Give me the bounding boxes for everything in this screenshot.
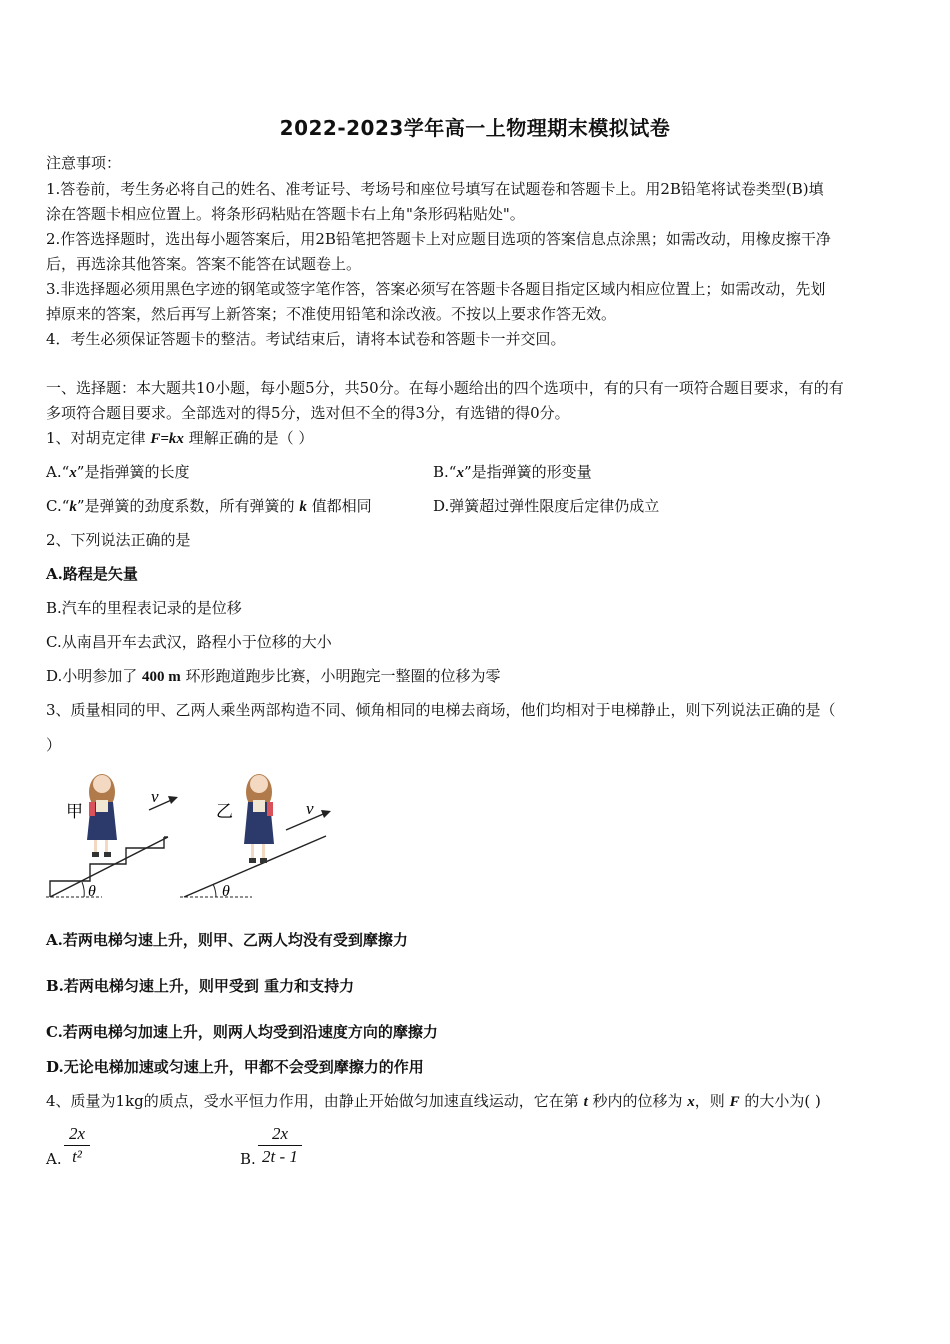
- notice-line: 3.非选择题必须用黑色字迹的钢笔或签字笔作答，答案必须写在答题卡各题目指定区域内相应位置上；如需改动，先划: [46, 280, 826, 298]
- question-4-option-b-label[interactable]: B.: [240, 1150, 256, 1168]
- question-2-option-c[interactable]: C.从南昌开车去武汉，路程小于位移的大小: [46, 633, 332, 651]
- question-3-stem: 3、质量相同的甲、乙两人乘坐两部构造不同、倾角相同的电梯去商场，他们均相对于电梯静止，则下列说法正确的是（: [46, 701, 836, 719]
- label-jia: 甲: [66, 802, 83, 821]
- question-1-option-a[interactable]: A.“x”是指弹簧的长度: [46, 463, 190, 481]
- question-1-option-c[interactable]: C.“k”是弹簧的劲度系数，所有弹簧的 k 值都相同: [46, 497, 372, 515]
- section-heading-cont: 多项符合题目要求。全部选对的得5分，选对但不全的得3分，有选错的得0分。: [46, 404, 570, 422]
- label-yi: 乙: [216, 802, 233, 821]
- notice-heading: 注意事项：: [46, 154, 122, 172]
- angle-label-right: θ: [222, 883, 230, 900]
- question-4-option-a-label[interactable]: A.: [46, 1150, 62, 1168]
- question-1-option-b[interactable]: B.“x”是指弹簧的形变量: [433, 463, 592, 481]
- question-4-option-a-fraction[interactable]: 2x t²: [64, 1124, 90, 1167]
- question-2-stem: 2、下列说法正确的是: [46, 531, 191, 549]
- question-3-option-d[interactable]: D.无论电梯加速或匀速上升，甲都不会受到摩擦力的作用: [46, 1058, 424, 1076]
- notice-line: 1.答卷前，考生务必将自己的姓名、准考证号、考场号和座位号填写在试题卷和答题卡上。用2B铅笔将试卷类型(B)填: [46, 180, 824, 198]
- question-4-option-b-fraction[interactable]: 2x 2t - 1: [258, 1124, 302, 1167]
- notice-line: 后，再选涂其他答案。答案不能答在试题卷上。: [46, 255, 362, 273]
- question-3-option-c[interactable]: C.若两电梯匀加速上升，则两人均受到沿速度方向的摩擦力: [46, 1023, 438, 1041]
- question-3-option-b[interactable]: B.若两电梯匀速上升，则甲受到 重力和支持力: [46, 977, 355, 995]
- girl-right-icon: [244, 774, 274, 863]
- question-1-option-d[interactable]: D.弹簧超过弹性限度后定律仍成立: [433, 497, 660, 515]
- question-2-option-d[interactable]: D.小明参加了 400 m 环形跑道跑步比赛，小明跑完一整圈的位移为零: [46, 667, 501, 685]
- notice-line: 4．考生必须保证答题卡的整洁。考试结束后，请将本试卷和答题卡一并交回。: [46, 330, 566, 348]
- question-4-stem: 4、质量为1kg的质点，受水平恒力作用，由静止开始做匀加速直线运动，它在第 t 秒内的位移为 x，则 F 的大小为( ): [46, 1092, 821, 1110]
- question-3-stem-end: ）: [46, 736, 62, 754]
- page-title: 2022-2023学年高一上物理期末模拟试卷: [279, 116, 671, 140]
- angle-label-left: θ: [88, 883, 96, 900]
- question-2-option-b[interactable]: B.汽车的里程表记录的是位移: [46, 599, 242, 617]
- escalator-figure: [44, 762, 344, 907]
- section-heading: 一、选择题：本大题共10小题，每小题5分，共50分。在每小题给出的四个选项中，有的只有一项符合题目要求，有的有: [46, 379, 844, 397]
- notice-line: 涂在答题卡相应位置上。将条形码粘贴在答题卡右上角"条形码粘贴处"。: [46, 205, 525, 223]
- girl-left-icon: [87, 774, 117, 857]
- question-3-option-a[interactable]: A.若两电梯匀速上升，则甲、乙两人均没有受到摩擦力: [46, 931, 408, 949]
- question-2-option-a[interactable]: A.路程是矢量: [46, 565, 138, 583]
- notice-line: 2.作答选择题时，选出每小题答案后，用2B铅笔把答题卡上对应题目选项的答案信息点涂黑；如需改动，用橡皮擦干净: [46, 230, 831, 248]
- question-1-stem: 1、对胡克定律 F=kx 理解正确的是（ ）: [46, 429, 314, 447]
- velocity-label-right: v: [306, 799, 314, 818]
- velocity-label-left: v: [151, 787, 159, 806]
- notice-line: 掉原来的答案，然后再写上新答案；不准使用铅笔和涂改液。不按以上要求作答无效。: [46, 305, 617, 323]
